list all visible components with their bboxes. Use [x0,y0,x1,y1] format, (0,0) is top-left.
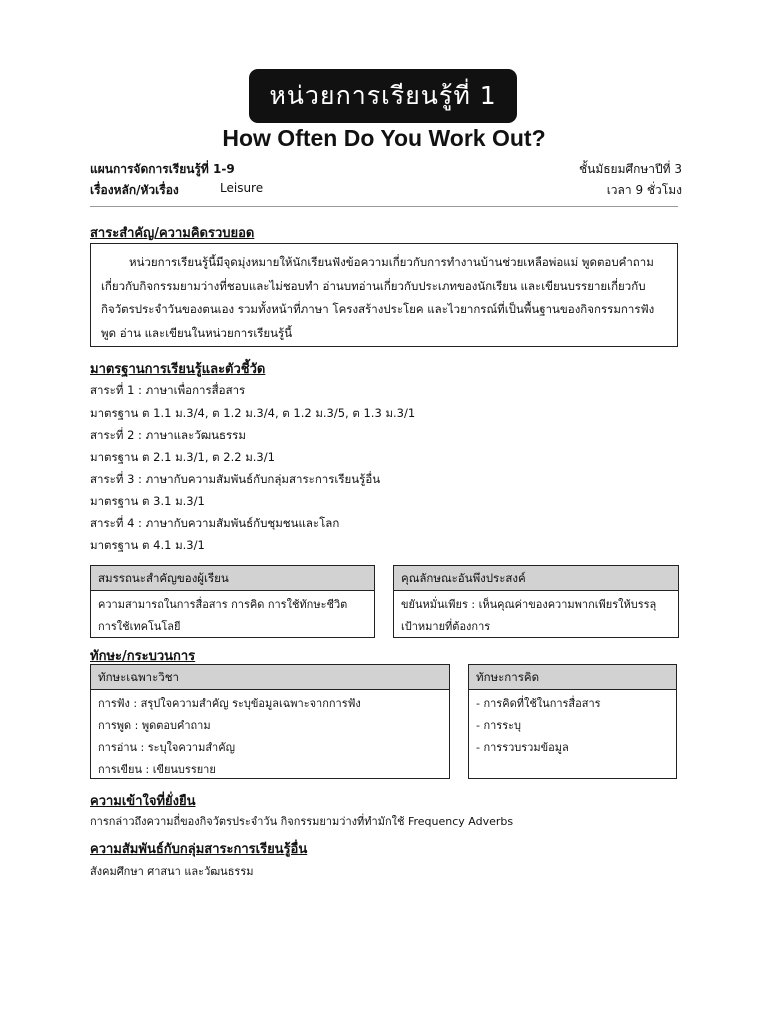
relation-text: สังคมศึกษา ศาสนา และวัฒนธรรม [90,865,254,878]
attributes-line: ขยันหมั่นเพียร : เห็นคุณค่าของความพากเพียรให้บรรลุ [401,598,657,611]
thinking-skills-box [468,664,677,779]
subject-skills-box [90,664,450,779]
summary-text: หน่วยการเรียนรู้นี้มีจุดมุ่งหมายให้นักเรียนฟังข้อความเกี่ยวกับการทำงานบ้านช่วยเหลือพ่อแม่ พูดตอบคำถามเกี่ยวกับกิจกรรมยามว่างที่ชอบและไม่ชอบทำ อ่านบทอ่านเกี่ยวกับประเภทของนักเรียน และเขียนบรรยายเกี่ยวกับกิจวัตรประจำวันของตนเอง รวมทั้งหน้าที่ภาษา โครงสร้างประโยค และไวยากรณ์ที่เป็นพื้นฐานของกิจกรรมการฟัง พูด อ่าน และเขียนในหน่วยการเรียนรู้นี้ [101,255,655,340]
standard-line: สาระที่ 2 : ภาษาและวัฒนธรรม [90,428,246,442]
attributes-title: คุณลักษณะอันพึงประสงค์ [394,566,678,591]
grade-label: ชั้นมัธยมศึกษาปีที่ 3 [578,162,682,176]
summary-box [90,243,678,347]
standard-line: สาระที่ 3 : ภาษากับความสัมพันธ์กับกลุ่มสาระการเรียนรู้อื่น [90,472,381,486]
competency-line: ความสามารถในการสื่อสาร การคิด การใช้ทักษะชีวิต [98,598,348,611]
summary-heading: สาระสำคัญ/ความคิดรวบยอด [90,226,255,241]
topic-value: Leisure [220,181,264,195]
standard-line: มาตรฐาน ต 2.1 ม.3/1, ต 2.2 ม.3/1 [90,450,275,464]
competency-line: การใช้เทคโนโลยี [98,620,181,633]
relation-heading: ความสัมพันธ์กับกลุ่มสาระการเรียนรู้อื่น [90,842,308,857]
duration-label: เวลา 9 ชั่วโมง [606,183,682,197]
standards-heading: มาตรฐานการเรียนรู้และตัวชี้วัด [90,362,266,377]
subject-skill-line: การอ่าน : ระบุใจความสำคัญ [98,741,235,754]
unit-badge: หน่วยการเรียนรู้ที่ 1 [249,69,517,123]
subject-skill-line: การเขียน : เขียนบรรยาย [98,763,216,776]
competency-box [90,565,375,638]
subject-skill-line: การพูด : พูดตอบคำถาม [98,719,211,732]
thinking-skill-line: - การระบุ [476,719,522,732]
subject-skill-line: การฟัง : สรุปใจความสำคัญ ระบุข้อมูลเฉพาะจากการฟัง [98,697,361,710]
standard-line: สาระที่ 4 : ภาษากับความสัมพันธ์กับชุมชนและโลก [90,516,340,530]
skills-heading: ทักษะ/กระบวนการ [90,649,196,664]
page-title: How Often Do You Work Out? [222,125,546,151]
attributes-box [393,565,679,638]
standard-line: มาตรฐาน ต 3.1 ม.3/1 [90,494,205,508]
header-divider [90,206,678,207]
standard-line: มาตรฐาน ต 4.1 ม.3/1 [90,538,205,552]
standard-line: สาระที่ 1 : ภาษาเพื่อการสื่อสาร [90,383,246,397]
attributes-line: เป้าหมายที่ต้องการ [401,620,491,633]
competency-title: สมรรถนะสำคัญของผู้เรียน [91,566,374,591]
understanding-heading: ความเข้าใจที่ยั่งยืน [90,794,196,809]
topic-label: เรื่องหลัก/หัวเรื่อง [90,183,179,197]
subject-skills-title: ทักษะเฉพาะวิชา [91,665,449,690]
thinking-skills-title: ทักษะการคิด [469,665,676,690]
thinking-skill-line: - การคิดที่ใช้ในการสื่อสาร [476,697,601,710]
plan-label: แผนการจัดการเรียนรู้ที่ 1-9 [90,162,235,176]
understanding-text: การกล่าวถึงความถี่ของกิจวัตรประจำวัน กิจกรรมยามว่างที่ทำมักใช้ Frequency Adverbs [90,815,514,828]
thinking-skill-line: - การรวบรวมข้อมูล [476,741,569,754]
standard-line: มาตรฐาน ต 1.1 ม.3/4, ต 1.2 ม.3/4, ต 1.2 ม.3/5, ต 1.3 ม.3/1 [90,406,416,420]
